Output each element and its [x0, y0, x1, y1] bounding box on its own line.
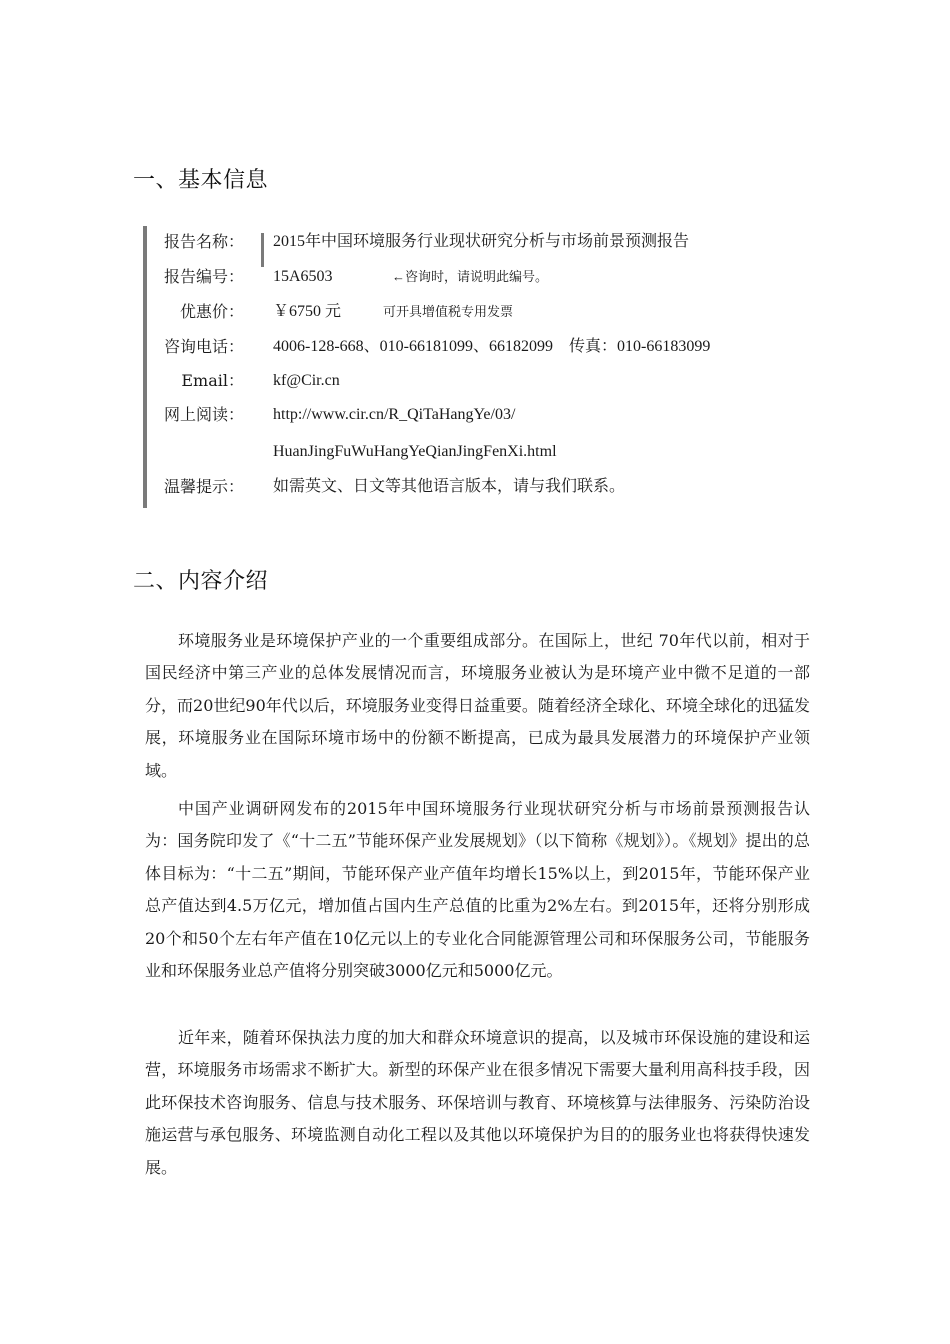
section-title-content-intro: 二、内容介绍 — [133, 569, 269, 594]
online-link-line2[interactable]: HuanJingFuWuHangYeQianJingFenXi.html — [273, 443, 557, 460]
basic-info-block — [143, 226, 827, 508]
content-paragraph-3: 近年来，随着环保执法力度的加大和群众环境意识的提高，以及城市环保设施的建设和运营，环境服务市场需求不断扩大。新型的环保产业在很多情况下需要大量利用高科技手段，因此环保技术咨询服务、信息与技术服务、环保培训与教育、环境核算与法律服务、污染防治设施运营与承包服务、环境监测自动化工程以及其他以环境保护为目的的服务业也将获得快速发展。 — [145, 1028, 810, 1177]
report-no-value: 15A6503 — [273, 268, 333, 285]
online-link-line1[interactable]: http://www.cir.cn/R_QiTaHangYe/03/ — [273, 406, 516, 423]
price-label: 优惠价： — [179, 302, 244, 321]
phone-value: 4006-128-668、010-66181099、66182099 传真：010-66183099 — [273, 338, 711, 355]
tip-value: 如需英文、日文等其他语言版本，请与我们联系。 — [273, 478, 626, 495]
content-paragraph-1: 环境服务业是环境保护产业的一个重要组成部分。在国际上，世纪 70年代以前，相对于国民经济中第三产业的总体发展情况而言，环境服务业被认为是环境产业中微不足道的一部分，而20世纪90年代以后，环境服务业变得日益重要。随着经济全球化、环境全球化的迅猛发展，环境服务业在国际环境市场中的份额不断提高，已成为最具发展潜力的环境保护产业领域。 — [145, 631, 810, 780]
price-note: 可开具增值税专用发票 — [383, 304, 514, 319]
section-title-basic-info: 一、基本信息 — [133, 168, 269, 193]
online-label: 网上阅读： — [163, 405, 244, 424]
phone-label: 咨询电话： — [163, 337, 244, 356]
email-label: Email： — [181, 371, 244, 390]
email-link[interactable]: kf@Cir.cn — [273, 372, 340, 389]
content-paragraph-2: 中国产业调研网发布的2015年中国环境服务行业现状研究分析与市场前景预测报告认为：国务院印发了《“十二五”节能环保产业发展规划》（以下简称《规划》）。《规划》提出的总体目标为：“十二五”期间，节能环保产业产值年均增长15%以上，到2015年，节能环保产业总产值达到4.5万亿元，增加值占国内生产总值的比重为2%左右。到2015年，还将分别形成20个和50个左右年产值在10亿元以上的专业化合同能源管理公司和环保服务公司，节能服务业和环保服务业总产值将分别突破3000亿元和5000亿元。 — [145, 799, 810, 981]
report-name-label: 报告名称： — [163, 232, 244, 251]
report-name-value: 2015年中国环境服务行业现状研究分析与市场前景预测报告 — [273, 233, 690, 250]
report-no-note: ←咨询时，请说明此编号。 — [392, 269, 549, 284]
tip-label: 温馨提示： — [163, 477, 244, 496]
price-value: ￥6750 元 — [273, 303, 342, 320]
report-no-label: 报告编号： — [163, 267, 244, 286]
report-name-divider — [261, 233, 264, 267]
